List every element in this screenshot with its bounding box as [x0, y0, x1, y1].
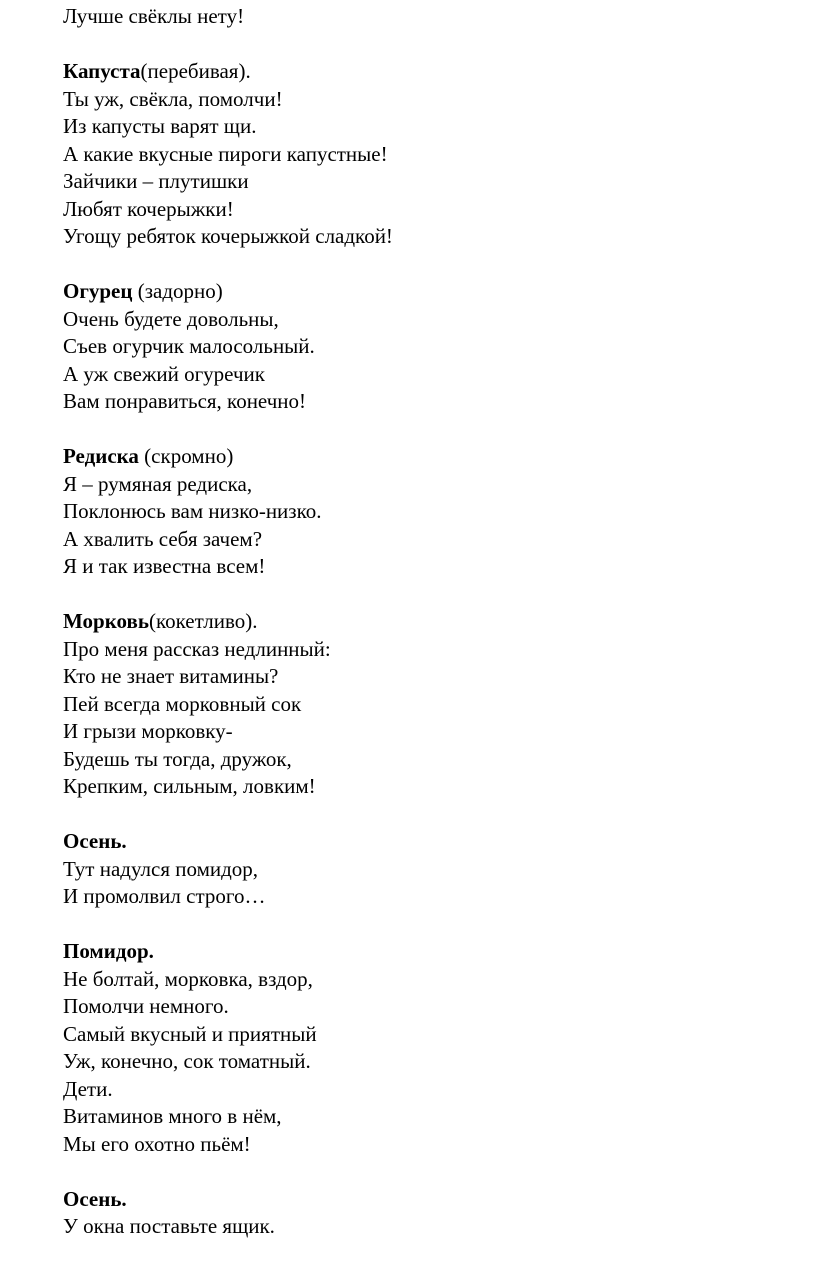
- speaker-name: Осень.: [63, 829, 127, 853]
- verse-line: Уж, конечно, сок томатный.: [63, 1049, 311, 1073]
- speaker-heading: [63, 608, 776, 636]
- verse-line: Дети.: [63, 1076, 113, 1101]
- stanza-break: [63, 416, 776, 444]
- speaker-name: Осень.: [63, 1186, 127, 1211]
- verse-line: И промолвил строго…: [63, 884, 266, 908]
- stanza-break: [63, 801, 776, 829]
- stanza-break: [63, 581, 776, 609]
- speaker-heading: [63, 938, 776, 966]
- verse-line: Крепким, сильным, ловким!: [63, 774, 316, 798]
- stanza-break: [63, 911, 776, 939]
- verse-line: Я – румяная редиска,: [63, 471, 253, 496]
- verse-line: Очень будете довольны,: [63, 306, 279, 331]
- verse-line: Из капусты варят щи.: [63, 114, 257, 138]
- document-page: [63, 0, 776, 1241]
- verse-line: Вам понравиться, конечно!: [63, 389, 307, 413]
- verse-line: Тут надулся помидор,: [63, 856, 259, 881]
- verse-line: А хвалить себя зачем?: [63, 526, 263, 551]
- stage-direction: (кокетливо).: [148, 609, 258, 633]
- verse-line: Угощу ребяток кочерыжкой сладкой!: [63, 224, 393, 248]
- verse-line: Я и так известна всем!: [63, 554, 266, 578]
- speaker-heading: [63, 58, 776, 86]
- stanza-break: [63, 1158, 776, 1186]
- stanza-break: [63, 31, 776, 59]
- speaker-name: Капуста: [63, 59, 141, 83]
- verse-line: Любят кочерыжки!: [63, 196, 234, 221]
- verse-line: А какие вкусные пироги капустные!: [63, 141, 388, 166]
- verse-line: Поклонюсь вам низко-низко.: [63, 499, 322, 523]
- verse-line: У окна поставьте ящик.: [63, 1214, 275, 1238]
- verse-line: Кто не знает витамины?: [63, 664, 279, 688]
- speaker-name: Морковь: [63, 609, 149, 633]
- verse-line: Не болтай, морковка, вздор,: [63, 966, 313, 991]
- verse-line: И грызи морковку-: [63, 719, 233, 743]
- stage-direction: (перебивая).: [140, 59, 251, 83]
- verse-line: Пей всегда морковный сок: [63, 691, 302, 716]
- speaker-name: Редиска: [63, 444, 139, 468]
- stage-direction: (задорно): [132, 279, 223, 303]
- verse-line: Витаминов много в нём,: [63, 1104, 282, 1128]
- speaker-name: Помидор.: [63, 939, 154, 963]
- speaker-heading: [63, 278, 776, 306]
- speaker-heading: [63, 443, 776, 471]
- speaker-heading: [63, 828, 776, 856]
- verse-line: Самый вкусный и приятный: [63, 1021, 317, 1046]
- speaker-heading: [63, 1186, 776, 1214]
- verse-line: Помолчи немного.: [63, 994, 229, 1018]
- verse-line: А уж свежий огуречик: [63, 361, 265, 386]
- stanza-break: [63, 251, 776, 279]
- verse-line: Зайчики – плутишки: [63, 169, 249, 193]
- speaker-name: Огурец: [63, 279, 133, 303]
- stage-direction: (скромно): [138, 444, 234, 468]
- verse-line: Про меня рассказ недлинный:: [63, 636, 331, 661]
- verse-line: Лучше свёклы нету!: [63, 4, 245, 28]
- verse-line: Ты уж, свёкла, помолчи!: [63, 86, 283, 111]
- verse-line: Съев огурчик малосольный.: [63, 334, 315, 358]
- verse-line: Будешь ты тогда, дружок,: [63, 746, 292, 771]
- verse-line: Мы его охотно пьём!: [63, 1131, 251, 1156]
